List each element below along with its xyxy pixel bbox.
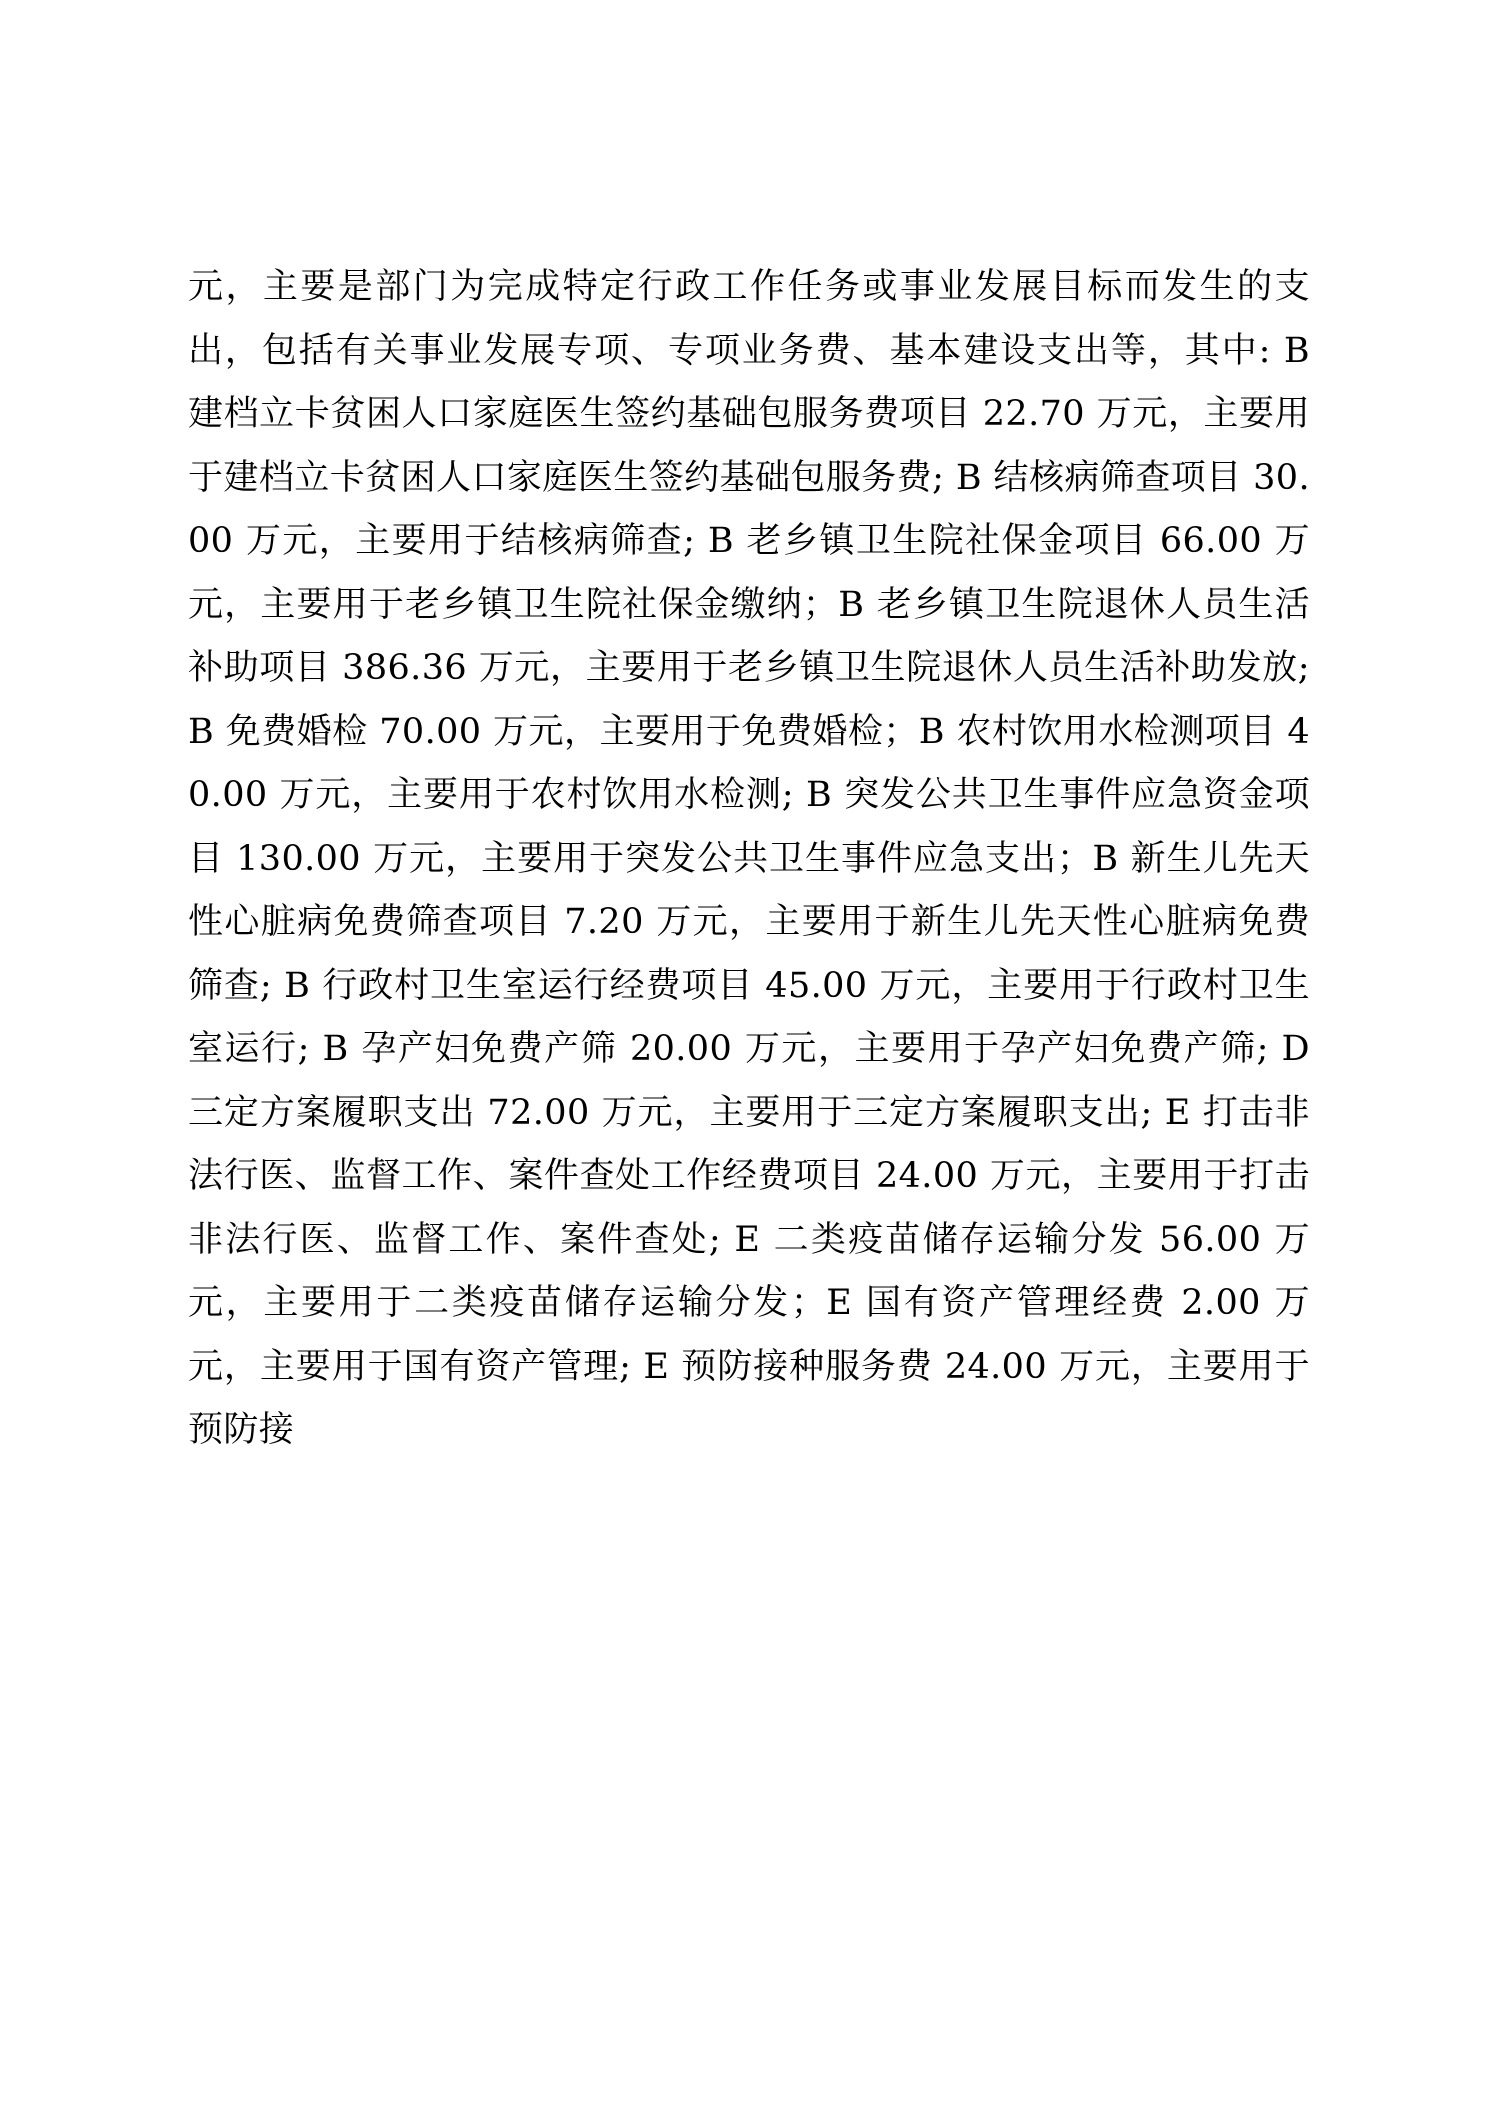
- page-body: [188, 256, 1310, 1463]
- body-paragraph: 元，主要是部门为完成特定行政工作任务或事业发展目标而发生的支出，包括有关事业发展专项、专项业务费、基本建设支出等，其中: B 建档立卡贫困人口家庭医生签约基础包服务费项目 22.70 万元，主要用于建档立卡贫困人口家庭医生签约基础包服务费; B 结核病筛查项目 30.00 万元，主要用于结核病筛查; B 老乡镇卫生院社保金项目 66.00 万元，主要用于老乡镇卫生院社保金缴纳；B 老乡镇卫生院退休人员生活补助项目 386.36 万元，主要用于老乡镇卫生院退休人员生活补助发放; B 免费婚检 70.00 万元，主要用于免费婚检；B 农村饮用水检测项目 40.00 万元，主要用于农村饮用水检测; B 突发公共卫生事件应急资金项目 130.00 万元，主要用于突发公共卫生事件应急支出；B 新生儿先天性心脏病免费筛查项目 7.20 万元，主要用于新生儿先天性心脏病免费筛查; B 行政村卫生室运行经费项目 45.00 万元，主要用于行政村卫生室运行; B 孕产妇免费产筛 20.00 万元，主要用于孕产妇免费产筛; D 三定方案履职支出 72.00 万元，主要用于三定方案履职支出; E 打击非法行医、监督工作、案件查处工作经费项目 24.00 万元，主要用于打击非法行医、监督工作、案件查处; E 二类疫苗储存运输分发 56.00 万元，主要用于二类疫苗储存运输分发；E 国有资产管理经费 2.00 万元，主要用于国有资产管理; E 预防接种服务费 24.00 万元，主要用于预防接: [188, 267, 1310, 1450]
